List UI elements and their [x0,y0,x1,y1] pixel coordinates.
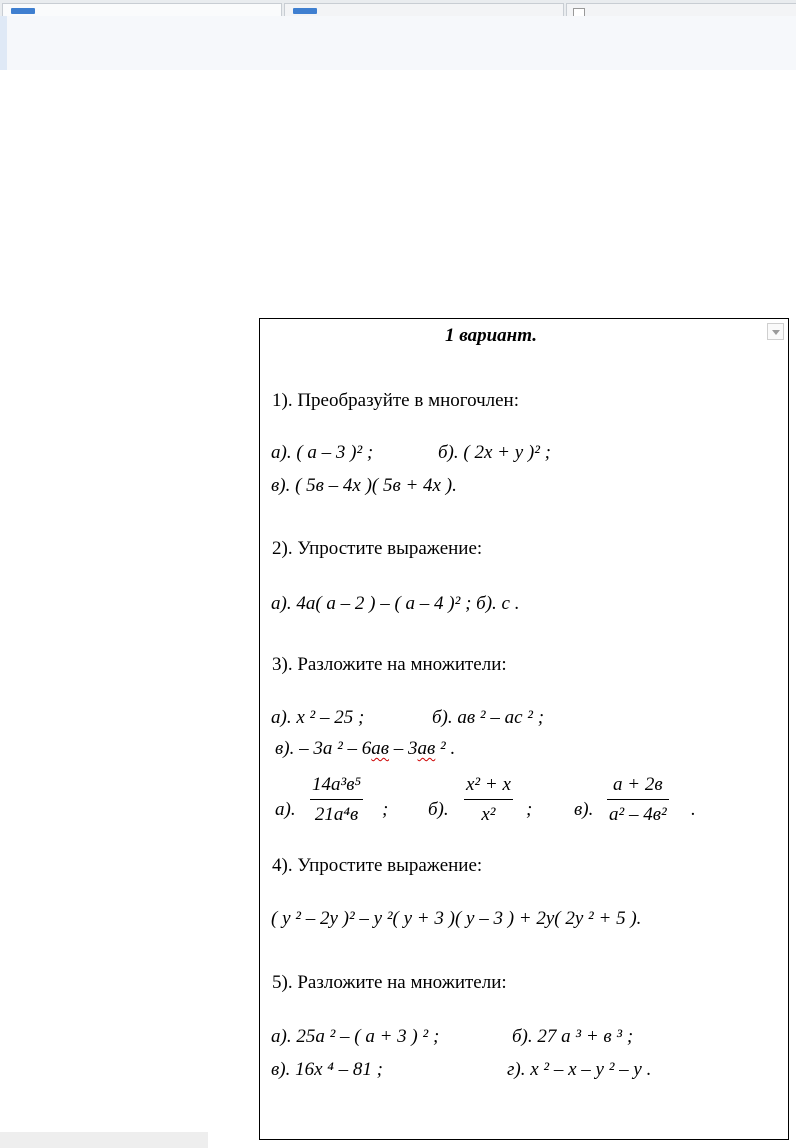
fraction-a-denominator: 21a⁴в [314,804,359,825]
task-3-item-c-suffix: ² . [435,738,456,759]
fraction-b [464,774,513,826]
task-5-item-a: а). 25а ² – ( а + 3 ) ² ; [271,1026,440,1047]
task-1-item-c: в). ( 5в – 4х )( 5в + 4х ). [271,475,457,496]
task-2-item-a: а). 4а( а – 2 ) – ( а – 4 )² ; б). с . [271,593,520,614]
fraction-a-numerator: 14a³в⁵ [312,774,362,795]
task-3-heading: 3). Разложите на множители: [272,654,507,675]
task-4-heading: 4). Упростите выражение: [272,855,483,876]
dropdown-arrow-icon[interactable] [767,323,784,340]
document-title: 1 вариант. [445,325,537,346]
task-5-heading: 5). Разложите на множители: [272,972,507,993]
task-2-heading: 2). Упростите выражение: [272,538,483,559]
task-5-item-d: г). х ² – х – у ² – у . [507,1059,652,1080]
task-5-item-c: в). 16х ⁴ – 81 ; [271,1059,383,1080]
task-1-heading: 1). Преобразуйте в многочлен: [272,390,519,411]
task-3-item-a: а). х ² – 25 ; [271,707,365,728]
toolbar-edge [0,16,7,70]
fraction-c-label: в). [574,799,594,820]
fraction-b-numerator: x² + x [466,774,511,795]
status-bar [0,1132,208,1148]
task-3-item-c [275,738,455,760]
document-icon [293,8,317,14]
fraction-c-punct: . [691,799,696,820]
fraction-bar [607,799,669,800]
fraction-c [607,774,669,826]
task-1-item-b: б). ( 2х + у )² ; [438,442,551,463]
task-4-item: ( у ² – 2у )² – у ²( у + 3 )( у – 3 ) + 2у( 2у ² + 5 ). [271,908,642,929]
tab-strip [0,0,796,16]
tab-3[interactable] [566,3,796,17]
fraction-a [310,774,363,826]
fraction-c-denominator: a² – 4в² [609,804,667,825]
fraction-bar [464,799,513,800]
fraction-b-label: б). [428,799,449,820]
fraction-a-label: а). [275,799,296,820]
tab-2[interactable] [284,3,564,17]
task-3-item-c-word-2: ав [417,738,436,759]
document-icon [11,8,35,14]
toolbar [0,16,796,70]
fraction-b-denominator: x² [481,804,496,825]
fraction-c-numerator: a + 2в [613,774,663,795]
task-3-item-c-prefix: в). – 3а ² – 6 [275,738,372,759]
task-3-item-c-word-1: ав [371,738,390,759]
tab-1[interactable] [2,3,282,17]
fraction-b-punct: ; [526,799,533,820]
task-3-item-b: б). ав ² – ас ² ; [432,707,545,728]
task-1-item-a: а). ( а – 3 )² ; [271,442,374,463]
task-3-item-c-mid: – 3 [389,738,418,759]
fraction-bar [310,799,363,800]
fraction-a-punct: ; [382,799,389,820]
task-5-item-b: б). 27 а ³ + в ³ ; [512,1026,634,1047]
